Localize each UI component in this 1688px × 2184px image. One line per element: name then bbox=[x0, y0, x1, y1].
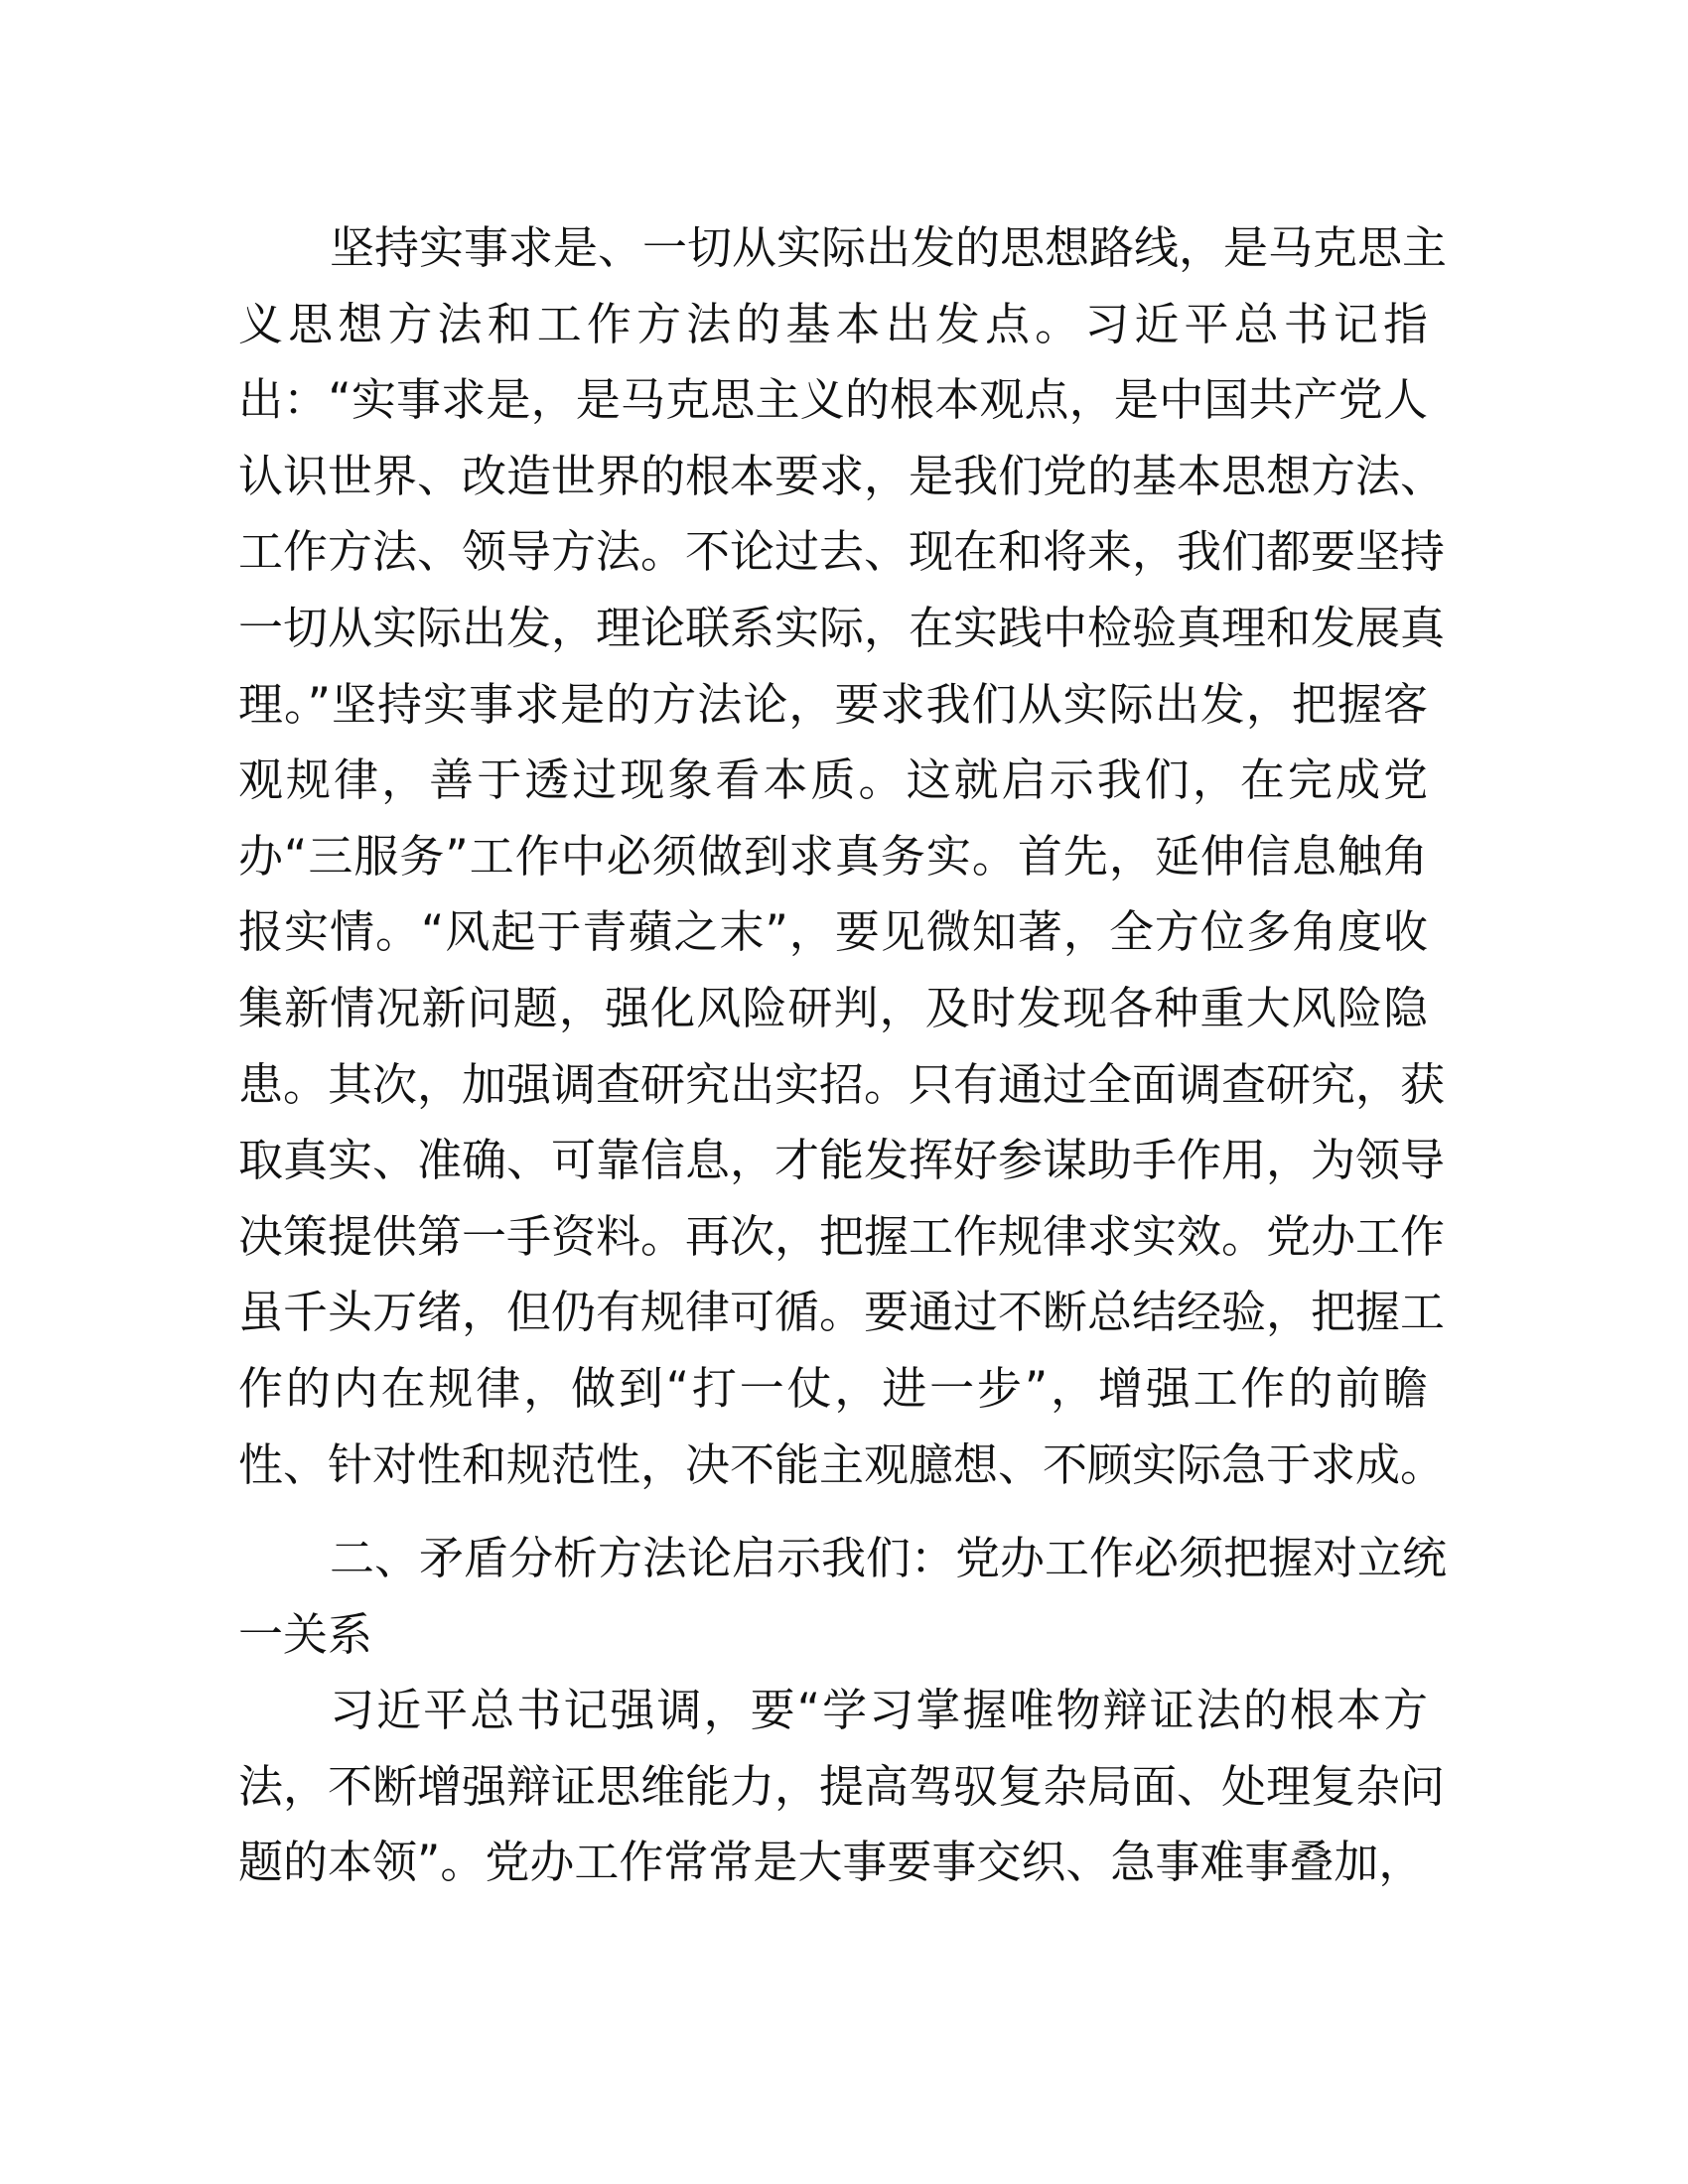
text-line: 二、矛盾分析方法论启示我们：党办工作必须把握对立统 bbox=[330, 1532, 1448, 1585]
text-line: 作的内在规律，做到“打一仗，进一步”，增强工作的前瞻 bbox=[238, 1361, 1428, 1415]
text-line: 性、针对性和规范性，决不能主观臆想、不顾实际急于求成。 bbox=[238, 1437, 1446, 1491]
text-line: 理。”坚持实事求是的方法论，要求我们从实际出发，把握客 bbox=[238, 677, 1428, 731]
text-line: 办“三服务”工作中必须做到求真务实。首先，延伸信息触角 bbox=[238, 829, 1428, 883]
text-line: 坚持实事求是、一切从实际出发的思想路线，是马克思主 bbox=[330, 221, 1448, 274]
text-line: 一切从实际出发，理论联系实际，在实践中检验真理和发展真 bbox=[238, 601, 1446, 654]
text-line: 观规律，善于透过现象看本质。这就启示我们，在完成党 bbox=[238, 753, 1428, 807]
text-line: 患。其次，加强调查研究出实招。只有通过全面调查研究，获 bbox=[238, 1057, 1446, 1111]
text-line: 义思想方法和工作方法的基本出发点。习近平总书记指 bbox=[238, 297, 1428, 350]
text-line: 集新情况新问题，强化风险研判，及时发现各种重大风险隐 bbox=[238, 981, 1428, 1034]
document-body bbox=[238, 210, 1448, 1901]
text-line: 报实情。“风起于青蘋之末”，要见微知著，全方位多角度收 bbox=[238, 905, 1428, 959]
text-line: 取真实、准确、可靠信息，才能发挥好参谋助手作用，为领导 bbox=[238, 1134, 1446, 1187]
text-line: 出：“实事求是，是马克思主义的根本观点，是中国共产党人 bbox=[238, 373, 1428, 427]
body-paragraph bbox=[238, 210, 1448, 1503]
section-heading bbox=[238, 1521, 1448, 1673]
text-line: 题的本领”。党办工作常常是大事要事交织、急事难事叠加， bbox=[238, 1836, 1424, 1889]
text-line: 决策提供第一手资料。再次，把握工作规律求实效。党办工作 bbox=[238, 1209, 1446, 1263]
text-line: 一关系 bbox=[238, 1607, 373, 1661]
text-line: 法，不断增强辩证思维能力，提高驾驭复杂局面、处理复杂问 bbox=[238, 1759, 1446, 1813]
text-line: 认识世界、改造世界的根本要求，是我们党的基本思想方法、 bbox=[238, 449, 1446, 502]
body-paragraph bbox=[238, 1673, 1446, 1901]
text-line: 工作方法、领导方法。不论过去、现在和将来，我们都要坚持 bbox=[238, 525, 1446, 579]
text-line: 虽千头万绪，但仍有规律可循。要通过不断总结经验，把握工 bbox=[238, 1286, 1446, 1339]
text-line: 习近平总书记强调，要“学习掌握唯物辩证法的根本方 bbox=[330, 1684, 1428, 1737]
